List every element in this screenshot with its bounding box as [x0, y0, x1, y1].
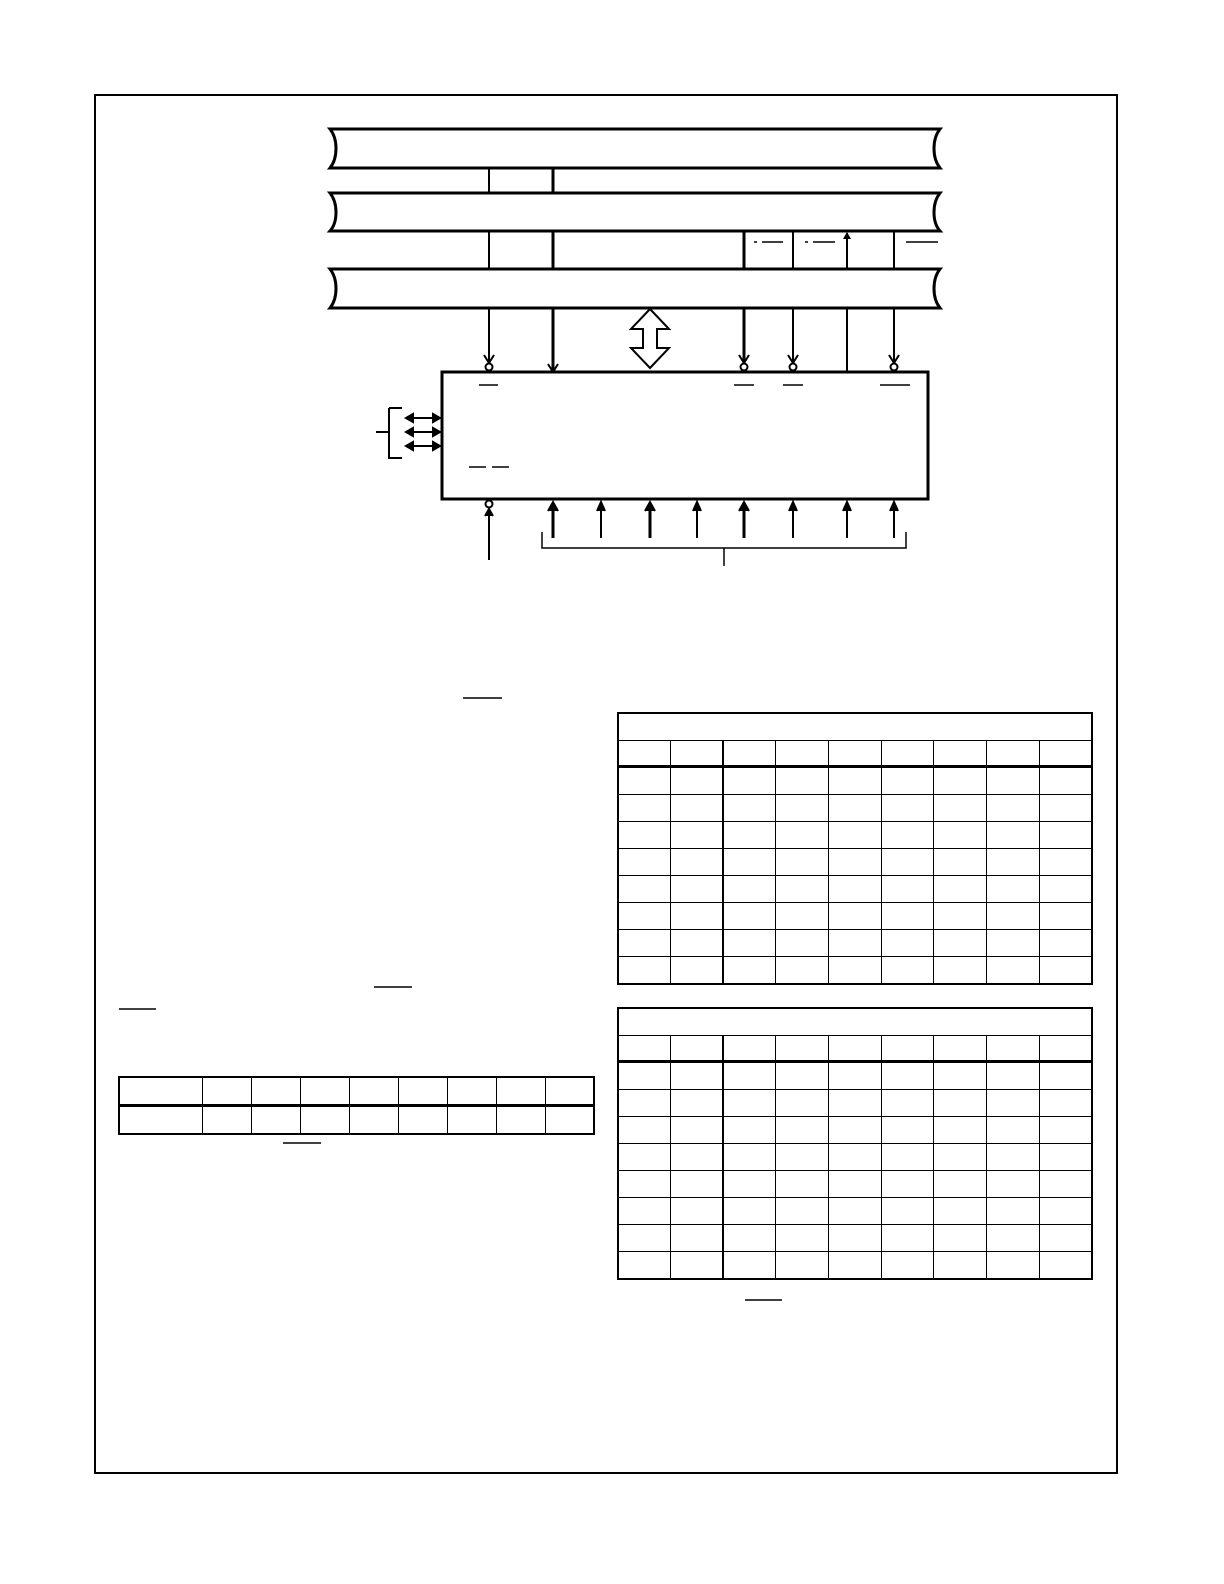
table-cell: [881, 930, 934, 957]
table-cell: [934, 849, 987, 876]
table-cell: [723, 1062, 776, 1090]
table-cell: [987, 1144, 1040, 1171]
table-cell: [398, 1077, 447, 1106]
table-cell: [776, 741, 829, 767]
table-cell: [987, 1171, 1040, 1198]
table-cell: [671, 1036, 724, 1062]
table-cell: [671, 957, 724, 985]
table-row: [618, 1117, 1092, 1144]
table-cell: [671, 849, 724, 876]
table-row: [618, 767, 1092, 795]
table-cell: [300, 1106, 349, 1135]
table-cell: [881, 741, 934, 767]
table-cell: [723, 767, 776, 795]
table-cell: [1039, 1036, 1092, 1062]
input-bracket: [542, 532, 906, 566]
chip-box: [442, 372, 928, 499]
table-cell: [671, 1117, 724, 1144]
table-cell: [829, 767, 882, 795]
table-title-row: [618, 713, 1092, 741]
table-cell: [829, 1144, 882, 1171]
table-cell: [987, 1036, 1040, 1062]
table-cell: [881, 957, 934, 985]
table-cell: [1039, 1117, 1092, 1144]
table-cell: [671, 1198, 724, 1225]
table-cell: [987, 849, 1040, 876]
table-cell: [671, 822, 724, 849]
table-cell: [776, 822, 829, 849]
table-cell: [723, 849, 776, 876]
table-cell: [934, 1171, 987, 1198]
table-cell: [447, 1077, 496, 1106]
table-cell: [987, 1252, 1040, 1280]
table-cell: [829, 795, 882, 822]
table-cell: [829, 1117, 882, 1144]
table-row: [618, 1144, 1092, 1171]
table-cell: [671, 1252, 724, 1280]
table-cell: [776, 957, 829, 985]
table-row: [618, 1225, 1092, 1252]
table-row: [618, 957, 1092, 985]
table-cell: [934, 1252, 987, 1280]
table-cell: [829, 1036, 882, 1062]
chip-input-lines-top: [484, 308, 899, 372]
table-cell: [723, 822, 776, 849]
table-cell: [829, 903, 882, 930]
table-cell: [934, 930, 987, 957]
table-header-row: [119, 1077, 594, 1106]
table-cell: [776, 1225, 829, 1252]
table-cell: [881, 1144, 934, 1171]
table-cell: [1039, 876, 1092, 903]
table-cell: [618, 1144, 671, 1171]
table-cell: [881, 1036, 934, 1062]
table-cell: [934, 1117, 987, 1144]
table-cell: [776, 1171, 829, 1198]
table-cell: [618, 1225, 671, 1252]
table-cell: [671, 930, 724, 957]
bus-bar-3: [330, 269, 940, 308]
table-cell: [987, 903, 1040, 930]
table-cell: [618, 1252, 671, 1280]
table-cell: [881, 795, 934, 822]
table-cell: [203, 1077, 252, 1106]
table-cell: [1039, 957, 1092, 985]
table-cell: [618, 930, 671, 957]
table-cell: [934, 1144, 987, 1171]
table-cell: [1039, 930, 1092, 957]
table-cell: [1039, 1171, 1092, 1198]
table-cell: [776, 876, 829, 903]
table-cell: [829, 1090, 882, 1117]
table-cell: [829, 1062, 882, 1090]
table-cell: [987, 1198, 1040, 1225]
table-cell: [829, 741, 882, 767]
table-cell: [251, 1106, 300, 1135]
table-cell: [987, 1225, 1040, 1252]
table-cell: [881, 767, 934, 795]
table-cell: [496, 1106, 545, 1135]
table-row: [618, 1171, 1092, 1198]
table-cell: [776, 849, 829, 876]
table-cell: [723, 1036, 776, 1062]
table-cell: [618, 849, 671, 876]
table-cell: [934, 795, 987, 822]
table-cell: [987, 876, 1040, 903]
table-cell: [723, 1144, 776, 1171]
table-cell: [776, 795, 829, 822]
table-cell: [496, 1077, 545, 1106]
table-cell: [881, 876, 934, 903]
table-cell: [934, 1090, 987, 1117]
table-cell: [776, 903, 829, 930]
table-cell: [618, 1117, 671, 1144]
table-title-cell: [618, 1008, 1092, 1036]
table-row: [618, 849, 1092, 876]
table-cell: [776, 1198, 829, 1225]
table-cell: [1039, 822, 1092, 849]
table-header-row: [618, 741, 1092, 767]
table-cell: [829, 1225, 882, 1252]
table-cell: [618, 795, 671, 822]
table-row: [618, 1252, 1092, 1280]
table-cell: [723, 1090, 776, 1117]
table-cell: [776, 1117, 829, 1144]
table-cell: [618, 1062, 671, 1090]
table-cell: [934, 741, 987, 767]
table-cell: [723, 1198, 776, 1225]
table-cell: [829, 1198, 882, 1225]
table-cell: [1039, 1198, 1092, 1225]
table-header-row: [618, 1036, 1092, 1062]
table-cell: [987, 1062, 1040, 1090]
table-cell: [934, 903, 987, 930]
table-cell: [1039, 795, 1092, 822]
table-cell: [829, 957, 882, 985]
table-cell: [987, 741, 1040, 767]
table-cell: [618, 741, 671, 767]
table-cell: [1039, 767, 1092, 795]
table-cell: [398, 1106, 447, 1135]
table-cell: [671, 1144, 724, 1171]
table-cell: [723, 903, 776, 930]
table-cell: [1039, 903, 1092, 930]
table-cell: [881, 1225, 934, 1252]
table-cell: [723, 1225, 776, 1252]
bus-bar-2: [330, 193, 940, 231]
table-cell: [723, 1117, 776, 1144]
table-cell: [671, 1171, 724, 1198]
table-row: [119, 1106, 594, 1135]
table-cell: [618, 1171, 671, 1198]
table-row: [618, 903, 1092, 930]
table-cell: [618, 957, 671, 985]
table-cell: [776, 1062, 829, 1090]
table-cell: [723, 741, 776, 767]
table-cell: [1039, 1062, 1092, 1090]
table-row: [618, 1090, 1092, 1117]
table-cell: [881, 1171, 934, 1198]
table-cell: [776, 1144, 829, 1171]
table-cell: [251, 1077, 300, 1106]
table-cell: [1039, 1144, 1092, 1171]
table-cell: [987, 795, 1040, 822]
table-cell: [723, 930, 776, 957]
table-cell: [618, 903, 671, 930]
table-cell: [829, 822, 882, 849]
table-cell: [829, 849, 882, 876]
table-cell: [829, 930, 882, 957]
table-cell: [203, 1106, 252, 1135]
table-cell: [1039, 1252, 1092, 1280]
table-row: [618, 822, 1092, 849]
table-cell: [829, 1171, 882, 1198]
table-cell: [723, 957, 776, 985]
table-cell: [723, 1252, 776, 1280]
table-cell: [671, 903, 724, 930]
table-cell: [776, 930, 829, 957]
table-cell: [881, 849, 934, 876]
small-table: [118, 1076, 595, 1135]
table-cell: [829, 876, 882, 903]
table-cell: [934, 957, 987, 985]
table-cell: [987, 930, 1040, 957]
bus-interconnects: [489, 168, 894, 269]
table-cell: [776, 1036, 829, 1062]
table-cell: [349, 1106, 398, 1135]
table-cell: [987, 1117, 1040, 1144]
table-title-row: [618, 1008, 1092, 1036]
table-cell: [1039, 849, 1092, 876]
register-table-b: [617, 1007, 1093, 1280]
table-cell: [300, 1077, 349, 1106]
table-cell: [829, 1252, 882, 1280]
table-row: [618, 1198, 1092, 1225]
table-cell: [1039, 1090, 1092, 1117]
table-cell: [776, 1090, 829, 1117]
table-cell: [776, 1252, 829, 1280]
table-cell: [934, 1062, 987, 1090]
table-cell: [671, 876, 724, 903]
table-cell: [881, 903, 934, 930]
table-cell: [987, 1090, 1040, 1117]
table-cell: [119, 1106, 203, 1135]
table-cell: [349, 1077, 398, 1106]
table-cell: [881, 1062, 934, 1090]
table-cell: [618, 767, 671, 795]
table-cell: [934, 767, 987, 795]
table-row: [618, 876, 1092, 903]
table-cell: [723, 1171, 776, 1198]
table-title-cell: [618, 713, 1092, 741]
table-cell: [987, 957, 1040, 985]
table-cell: [987, 767, 1040, 795]
table-cell: [671, 767, 724, 795]
table-cell: [671, 795, 724, 822]
table-cell: [934, 1036, 987, 1062]
table-cell: [723, 795, 776, 822]
table-cell: [671, 1090, 724, 1117]
table-cell: [618, 1198, 671, 1225]
table-cell: [618, 876, 671, 903]
chip-input-lines-bottom: [485, 501, 898, 561]
table-cell: [881, 822, 934, 849]
table-row: [618, 930, 1092, 957]
register-table-a: [617, 712, 1093, 985]
table-row: [618, 795, 1092, 822]
table-cell: [934, 822, 987, 849]
table-cell: [671, 1225, 724, 1252]
table-cell: [618, 1036, 671, 1062]
table-cell: [545, 1106, 594, 1135]
table-cell: [618, 822, 671, 849]
table-cell: [934, 1225, 987, 1252]
table-cell: [1039, 741, 1092, 767]
table-cell: [934, 1198, 987, 1225]
table-cell: [1039, 1225, 1092, 1252]
table-cell: [119, 1077, 203, 1106]
side-port-arrows: [376, 408, 440, 458]
bus-bar-1: [330, 129, 940, 168]
table-cell: [934, 876, 987, 903]
table-cell: [987, 822, 1040, 849]
table-cell: [881, 1117, 934, 1144]
table-cell: [776, 767, 829, 795]
table-row: [618, 1062, 1092, 1090]
table-cell: [881, 1252, 934, 1280]
table-cell: [545, 1077, 594, 1106]
table-cell: [447, 1106, 496, 1135]
table-cell: [881, 1198, 934, 1225]
table-cell: [671, 741, 724, 767]
table-cell: [723, 876, 776, 903]
table-cell: [881, 1090, 934, 1117]
data-bus-arrow: [631, 309, 669, 368]
table-cell: [671, 1062, 724, 1090]
table-cell: [618, 1090, 671, 1117]
